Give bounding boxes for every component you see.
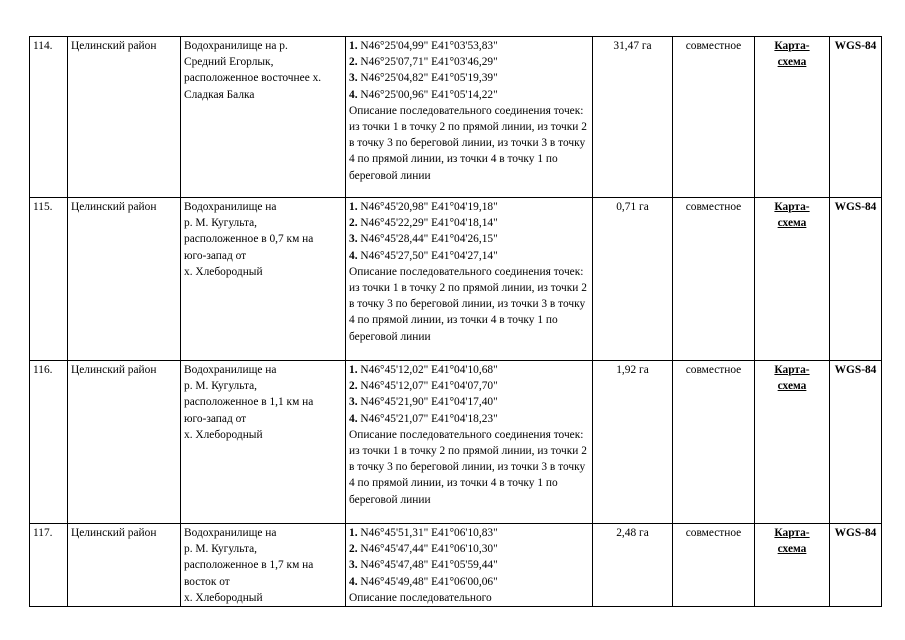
point-coordinates: N46°25'07,71" E41°03'46,29" [357, 56, 498, 69]
area-cell: 1,92 га [593, 361, 673, 524]
point-number: 3. [349, 233, 358, 246]
row-number: 117. [30, 524, 68, 607]
point-coordinates: N46°45'49,48" E41°06'00,06" [357, 575, 498, 588]
point-coordinates: N46°45'12,02" E41°04'10,68" [357, 364, 498, 376]
connection-description: Описание последовательного соединения точек: из точки 1 в точку 2 по прямой линии, из точки 2 в точку 3 по береговой линии, из точки 3 в точку 4 по прямой линии, из точки 4 в точку 1 по береговой линии [349, 104, 587, 182]
district-cell: Целинский район [68, 361, 181, 524]
district-cell: Целинский район [68, 524, 181, 607]
coordinate-point [349, 541, 589, 557]
point-number: 2. [349, 543, 358, 556]
point-coordinates: N46°45'47,48" E41°05'59,44" [357, 559, 498, 572]
row-number: 114. [30, 37, 68, 198]
use-type-cell: совместное [673, 198, 755, 361]
coordinate-system-cell: WGS-84 [830, 198, 882, 361]
point-coordinates: N46°25'04,99" E41°03'53,83" [357, 40, 498, 52]
map-scheme-link[interactable]: Карта- схема [774, 527, 810, 556]
coordinate-point [349, 215, 589, 231]
map-scheme-link[interactable]: Карта- схема [774, 201, 810, 230]
point-number: 4. [349, 88, 358, 101]
coordinate-point [349, 525, 589, 541]
coordinate-point [349, 394, 589, 410]
location-cell: Водохранилище на р. Средний Егорлык, расположенное восточнее х. Сладкая Балка [181, 37, 346, 198]
point-number: 1. [349, 364, 358, 376]
table-body [30, 37, 882, 607]
location-cell: Водохранилище на р. М. Кугульта, расположенное в 1,7 км на восток от х. Хлебородный [181, 524, 346, 607]
location-cell: Водохранилище на р. М. Кугульта, расположенное в 0,7 км на юго-запад от х. Хлебородный [181, 198, 346, 361]
area-cell: 0,71 га [593, 198, 673, 361]
coordinate-point [349, 574, 589, 590]
point-coordinates: N46°45'28,44" E41°04'26,15" [357, 233, 498, 246]
district-cell: Целинский район [68, 37, 181, 198]
table-row [30, 361, 882, 524]
point-coordinates: N46°45'20,98" E41°04'19,18" [357, 201, 498, 213]
point-number: 2. [349, 217, 358, 230]
coordinate-point [349, 248, 589, 264]
coordinate-system-cell: WGS-84 [830, 37, 882, 198]
district-cell: Целинский район [68, 198, 181, 361]
coordinate-point [349, 199, 589, 215]
point-number: 2. [349, 56, 358, 69]
map-cell [755, 361, 830, 524]
coordinate-point [349, 557, 589, 573]
water-bodies-table [29, 36, 882, 607]
coordinate-point [349, 87, 589, 103]
point-coordinates: N46°45'22,29" E41°04'18,14" [357, 217, 498, 230]
coordinate-point [349, 378, 589, 394]
point-coordinates: N46°45'21,07" E41°04'18,23" [357, 412, 498, 425]
point-number: 4. [349, 412, 358, 425]
point-coordinates: N46°45'27,50" E41°04'27,14" [357, 249, 498, 262]
point-number: 3. [349, 559, 358, 572]
point-number: 4. [349, 575, 358, 588]
coordinates-cell [346, 37, 593, 198]
connection-description: Описание последовательного соединения точек: из точки 1 в точку 2 по прямой линии, из точки 2 в точку 3 по береговой линии, из точки 3 в точку 4 по прямой линии, из точки 4 в точку 1 по береговой линии [349, 428, 587, 506]
point-coordinates: N46°45'21,90" E41°04'17,40" [357, 396, 498, 409]
map-cell [755, 524, 830, 607]
point-number: 4. [349, 249, 358, 262]
use-type-cell: совместное [673, 524, 755, 607]
coordinate-point [349, 362, 589, 378]
area-cell: 31,47 га [593, 37, 673, 198]
table-row [30, 198, 882, 361]
point-coordinates: N46°45'51,31" E41°06'10,83" [357, 527, 498, 539]
map-scheme-link[interactable]: Карта- схема [774, 364, 810, 393]
area-cell: 2,48 га [593, 524, 673, 607]
point-number: 1. [349, 201, 358, 213]
location-cell: Водохранилище на р. М. Кугульта, расположенное в 1,1 км на юго-запад от х. Хлебородный [181, 361, 346, 524]
map-cell [755, 37, 830, 198]
coordinates-cell [346, 198, 593, 361]
point-number: 1. [349, 40, 358, 52]
coordinate-point [349, 411, 589, 427]
coordinate-system-cell: WGS-84 [830, 361, 882, 524]
row-number: 116. [30, 361, 68, 524]
point-coordinates: N46°45'12,07" E41°04'07,70" [357, 380, 498, 393]
point-number: 3. [349, 396, 358, 409]
coordinate-point [349, 70, 589, 86]
coordinate-point [349, 38, 589, 54]
connection-description: Описание последовательного соединения точек: из точки 1 в точку 2 по прямой линии, из точки 2 в точку 3 по береговой линии, из точки 3 в точку 4 по прямой линии, из точки 4 в точку 1 по береговой линии [349, 265, 587, 343]
map-cell [755, 198, 830, 361]
connection-description: Описание последовательного [349, 591, 492, 604]
coordinate-point [349, 54, 589, 70]
use-type-cell: совместное [673, 37, 755, 198]
coordinates-cell [346, 524, 593, 607]
table-row [30, 524, 882, 607]
point-number: 3. [349, 72, 358, 85]
table-row [30, 37, 882, 198]
point-coordinates: N46°25'00,96" E41°05'14,22" [357, 88, 498, 101]
map-scheme-link[interactable]: Карта- схема [774, 40, 810, 69]
point-coordinates: N46°25'04,82" E41°05'19,39" [357, 72, 498, 85]
point-number: 2. [349, 380, 358, 393]
point-number: 1. [349, 527, 358, 539]
coordinates-cell [346, 361, 593, 524]
coordinate-point [349, 231, 589, 247]
use-type-cell: совместное [673, 361, 755, 524]
coordinate-system-cell: WGS-84 [830, 524, 882, 607]
point-coordinates: N46°45'47,44" E41°06'10,30" [357, 543, 498, 556]
row-number: 115. [30, 198, 68, 361]
